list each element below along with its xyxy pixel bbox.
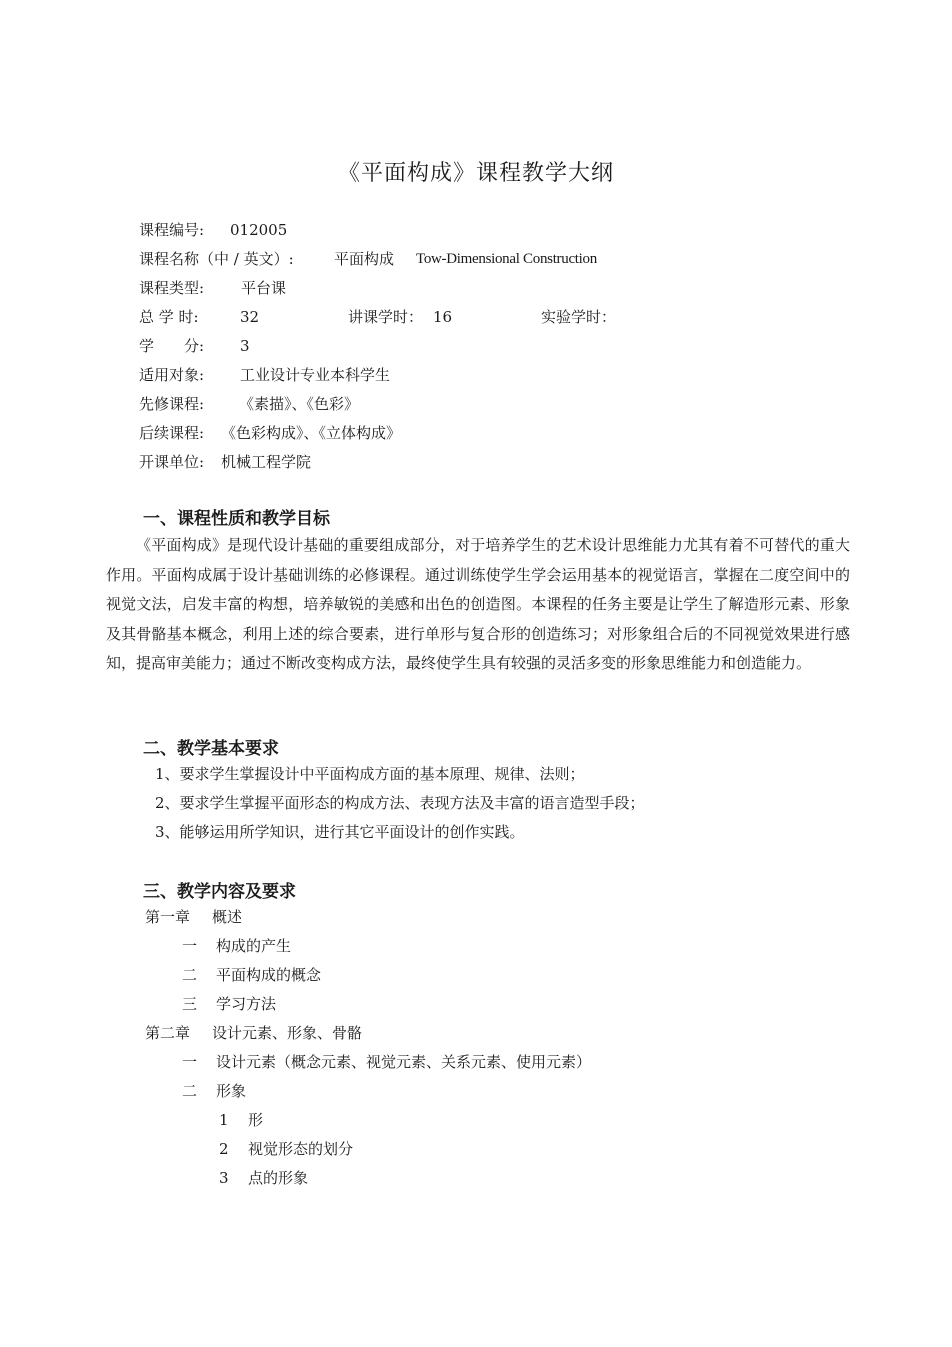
unit-value: 机械工程学院 — [221, 453, 312, 471]
course-type-label: 课程类型: — [139, 279, 205, 297]
course-type-value: 平台课 — [241, 279, 287, 297]
section-1-paragraph: 《平面构成》是现代设计基础的重要组成部分，对于培养学生的艺术设计思维能力尤其有着不可替代的重大作用。平面构成属于设计基础训练的必修课程。通过训练使学生学会运用基本的视觉语言，掌握在二度空间中的视觉文法，启发丰富的构想，培养敏锐的美感和出色的创造图。本课程的任务主要是让学生了解造形元素、形象及其骨骼基本概念，利用上述的综合要素，进行单形与复合形的创造练习；对形象组合后的不同视觉效果进行感知，提高审美能力；通过不断改变构成方法，最终使学生具有较强的灵活多变的形象思维能力和创造能力。 — [106, 536, 850, 673]
content-outline — [145, 903, 591, 1193]
subitem-number: 2 — [219, 1140, 229, 1158]
target-row — [139, 361, 391, 390]
chapter-title: 设计元素、形象、骨骼 — [212, 1024, 363, 1042]
target-value: 工业设计专业本科学生 — [240, 366, 391, 384]
chapter-2 — [145, 1019, 591, 1048]
course-hours-row — [139, 303, 617, 332]
credit-row — [139, 332, 294, 361]
lab-hours-label: 实验学时： — [541, 308, 617, 326]
subitem-text: 视觉形态的划分 — [248, 1140, 354, 1158]
course-type-row — [139, 274, 294, 303]
section-1-heading: 一、课程性质和教学目标 — [143, 509, 330, 529]
unit-row — [139, 448, 312, 477]
subitem-number: 1 — [219, 1111, 229, 1129]
chapter-title: 概述 — [212, 908, 243, 926]
prereq-label: 先修课程: — [139, 395, 205, 413]
section-2-heading: 二、教学基本要求 — [143, 739, 279, 759]
course-name-en: Tow-Dimensional Construction — [416, 251, 597, 267]
item-number: 一 — [182, 1053, 198, 1071]
outline-subitem — [145, 1135, 591, 1164]
total-hours-value: 32 — [240, 308, 260, 326]
chapter-number: 第一章 — [145, 908, 191, 926]
subitem-text: 形 — [248, 1111, 264, 1129]
requirement-item: 1、要求学生掌握设计中平面构成方面的基本原理、规律、法则； — [155, 765, 585, 783]
prereq-row — [139, 390, 360, 419]
course-info-block — [139, 216, 617, 477]
outline-item — [145, 932, 591, 961]
follow-value: 《色彩构成》、《立体构成》 — [221, 424, 402, 442]
item-text: 平面构成的概念 — [216, 966, 322, 984]
item-number: 二 — [182, 1082, 198, 1100]
subitem-number: 3 — [219, 1169, 229, 1187]
follow-row — [139, 419, 402, 448]
item-text: 设计元素（概念元素、视觉元素、关系元素、使用元素） — [216, 1053, 592, 1071]
item-text: 学习方法 — [216, 995, 277, 1013]
item-number: 二 — [182, 966, 198, 984]
requirements-list — [155, 760, 645, 847]
lecture-hours-label: 讲课学时： — [348, 308, 424, 326]
credit-label: 学 分: — [139, 337, 205, 355]
prereq-value: 《素描》、《色彩》 — [239, 395, 360, 413]
outline-subitem — [145, 1106, 591, 1135]
requirement-item: 3、能够运用所学知识，进行其它平面设计的创作实践。 — [155, 823, 525, 841]
course-code-row — [139, 216, 294, 245]
course-code-value: 012005 — [230, 221, 288, 239]
item-text: 形象 — [216, 1082, 247, 1100]
follow-label: 后续课程: — [139, 424, 205, 442]
requirement-item: 2、要求学生掌握平面形态的构成方法、表现方法及丰富的语言造型手段； — [155, 794, 645, 812]
course-name-row — [139, 245, 597, 274]
chapter-1 — [145, 903, 591, 932]
document-title: 《平面构成》课程教学大纲 — [337, 161, 614, 186]
course-name-label: 课程名称（中 / 英文）: — [139, 250, 294, 268]
course-name-cn: 平面构成 — [334, 250, 395, 268]
chapter-number: 第二章 — [145, 1024, 191, 1042]
total-hours-label: 总 学 时: — [139, 308, 199, 326]
outline-item — [145, 1048, 591, 1077]
unit-label: 开课单位: — [139, 453, 205, 471]
credit-value: 3 — [240, 337, 250, 355]
outline-item — [145, 1077, 591, 1106]
section-3-heading: 三、教学内容及要求 — [143, 882, 296, 902]
outline-item — [145, 961, 591, 990]
outline-subitem — [145, 1164, 591, 1193]
item-number: 一 — [182, 937, 198, 955]
item-text: 构成的产生 — [216, 937, 292, 955]
item-number: 三 — [182, 995, 198, 1013]
lecture-hours-value: 16 — [433, 308, 453, 326]
outline-item — [145, 990, 591, 1019]
course-code-label: 课程编号: — [139, 221, 205, 239]
subitem-text: 点的形象 — [248, 1169, 309, 1187]
target-label: 适用对象: — [139, 366, 205, 384]
